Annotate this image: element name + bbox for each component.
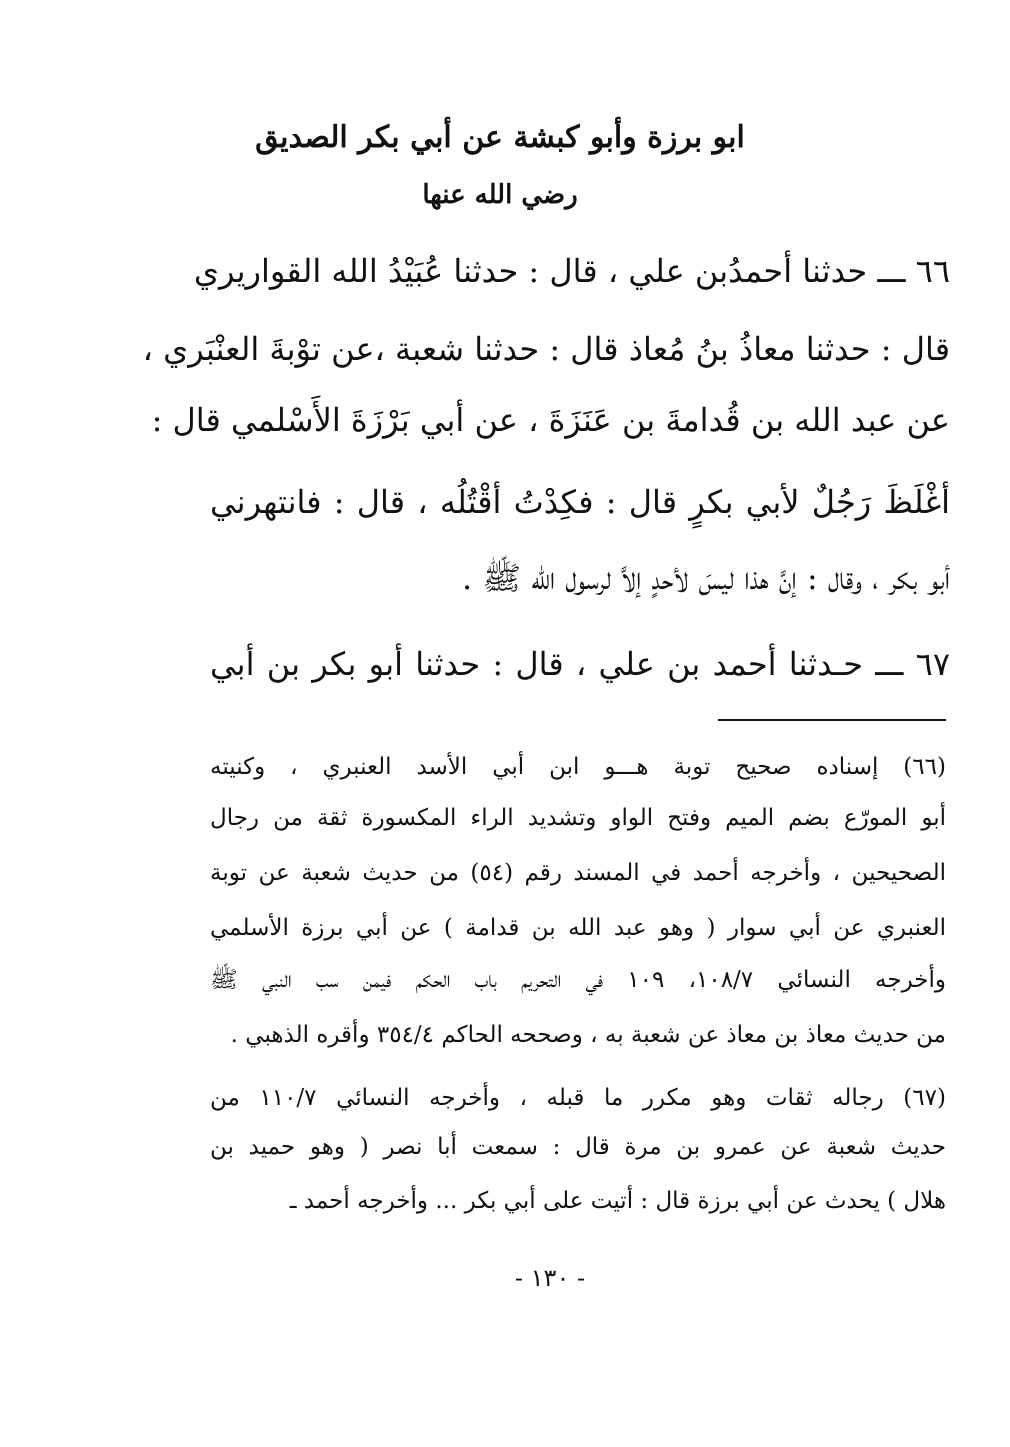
footnote-line: حديث شعبة عن عمرو بن مرة قال : سمعت أبا نصر ( وهو حميد بن (210, 1134, 946, 1160)
footnote-line: (٦٧) رجاله ثقات وهو مكرر ما قبله ، وأخرجه النسائي ١١٠/٧ من (210, 1085, 946, 1111)
main-text-line: عن عبد الله بن قُدامةَ بن عَنَزَةَ ، عن أبي بَرْزَةَ الأَسْلمي قال : (151, 401, 950, 439)
main-text-line: أغْلَظَ رَجُلٌ لأبي بكرٍ قال : فكِدْتُ أقْتُلُه ، قال : فانتهرني (210, 483, 950, 521)
footnote-line: الصحيحين ، وأخرجه أحمد في المسند رقم (٥٤) من حديث شعبة عن توبة (210, 860, 946, 886)
page-number: - ١٣٠ - (514, 1264, 586, 1292)
footnote-line: العنبري عن أبي سوار ( وهو عبد الله بن قدامة ) عن أبي برزة الأسلمي (210, 915, 946, 941)
footnote-line: من حديث معاذ بن معاذ عن شعبة به ، وصححه الحاكم ٣٥٤/٤ وأقره الذهبي . (230, 1022, 946, 1048)
main-text-line: قال : حدثنا معاذُ بنُ مُعاذ قال : حدثنا شعبة ،عن توْبةَ العنْبَري ، (142, 330, 950, 368)
footnote-divider (718, 719, 946, 721)
chapter-title: ابو برزة وأبو كبشة عن أبي بكر الصديق (255, 120, 745, 155)
footnote-line: وأخرجه النسائي ١٠٨/٧، ١٠٩ في التحريم باب الحكم فيمن سب النبي ﷺ (210, 967, 947, 993)
main-text-line: ٦٧ ـــ حـدثنا أحمد بن علي ، قال : حدثنا أبو بكر بن أبي (210, 645, 950, 683)
chapter-subtitle: رضي الله عنها (422, 180, 578, 210)
main-text-line: أبو بكر ، وقال : إنَّ هذا ليسَ لأحدٍ إلاَّ لرسول الله ﷺ . (462, 559, 950, 597)
main-text-line: ٦٦ ـــ حدثنا أحمدُبن علي ، قال : حدثنا عُبَيْدُ الله القواريري (193, 252, 950, 290)
footnote-line: هلال ) يحدث عن أبي برزة قال : أتيت على أبي بكر ... وأخرجه أحمد ـ (289, 1188, 946, 1214)
footnote-line: (٦٦) إسناده صحيح توبة هـــو ابن أبي الأسد العنبري ، وكنيته (210, 754, 946, 780)
footnote-line: أبو المورّع بضم الميم وفتح الواو وتشديد الراء المكسورة ثقة من رجال (210, 805, 946, 831)
